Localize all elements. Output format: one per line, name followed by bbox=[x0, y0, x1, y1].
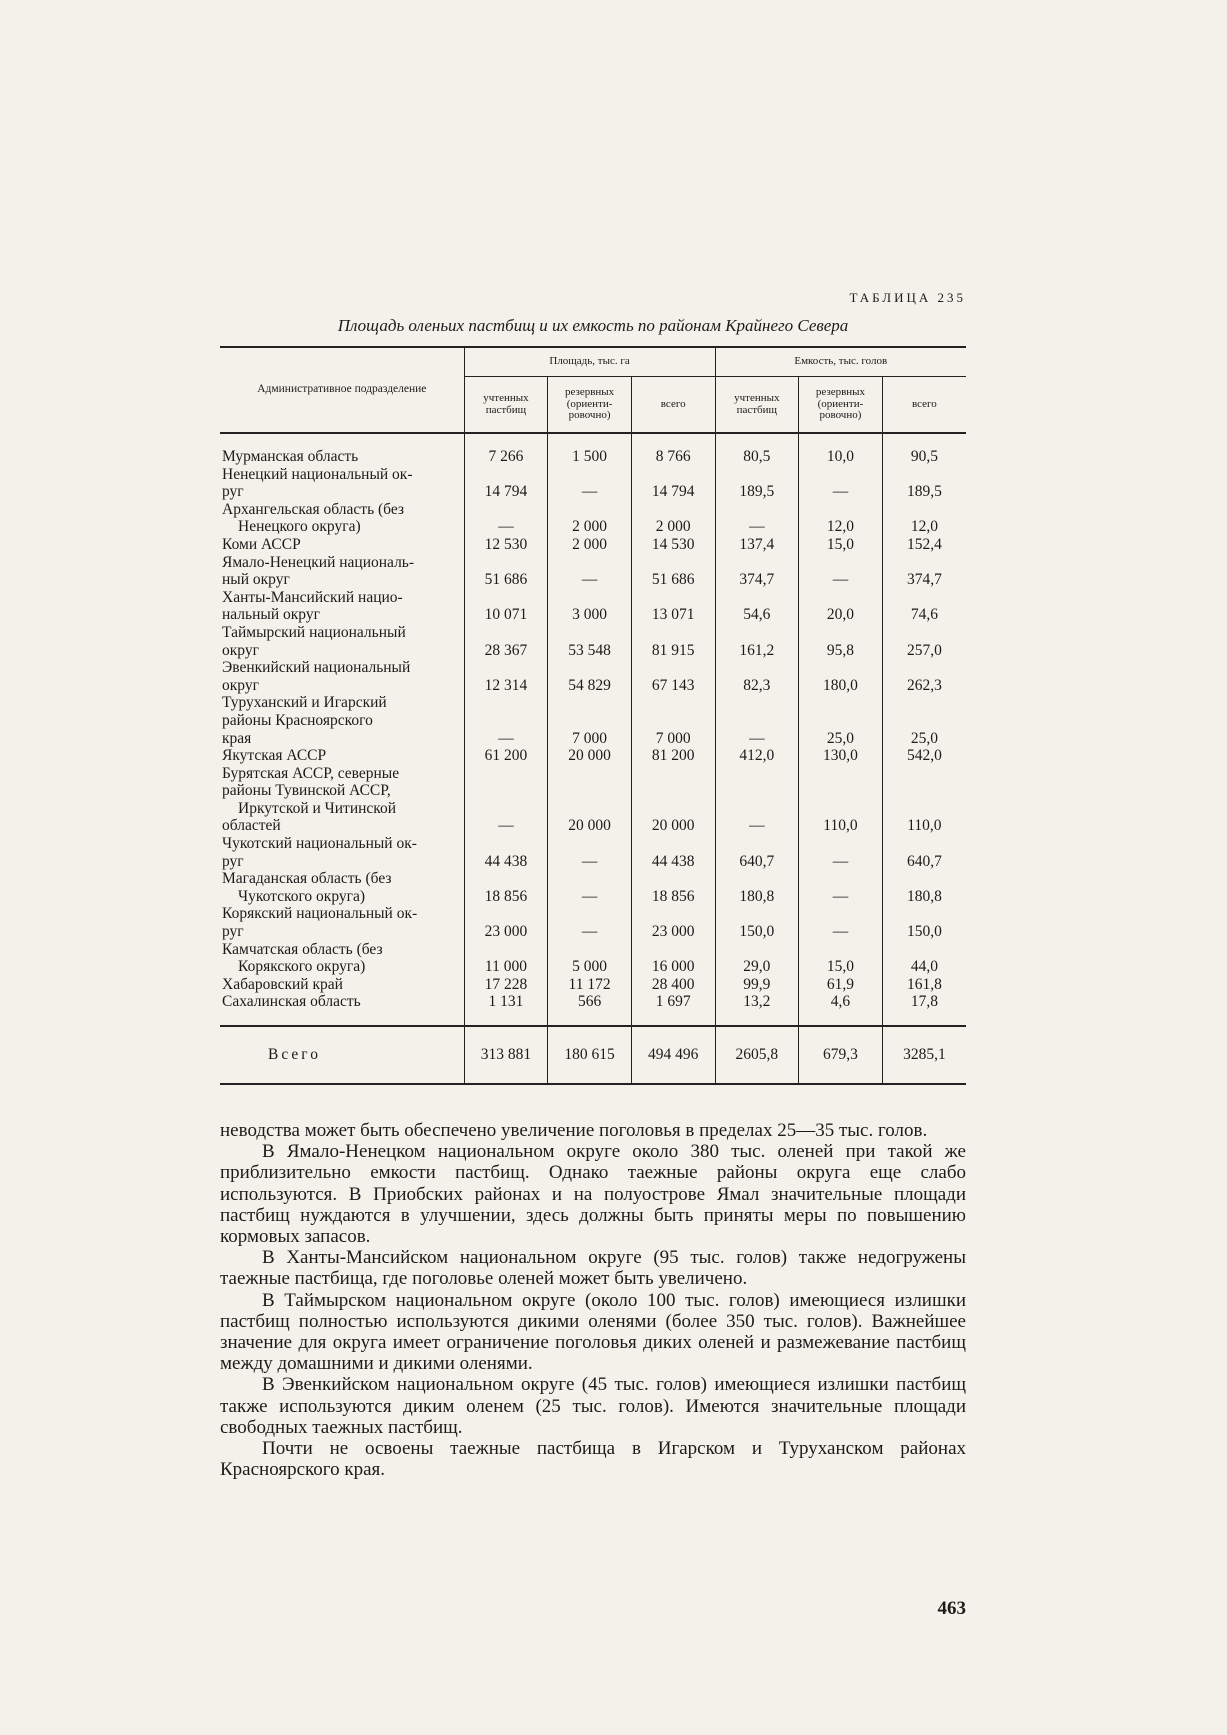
table-cell: 11 172 bbox=[548, 976, 632, 994]
table-cell: 90,5 bbox=[882, 433, 966, 466]
region-name-line: Эвенкийский национальный bbox=[222, 659, 411, 677]
region-name bbox=[220, 466, 464, 501]
table-row bbox=[220, 466, 966, 501]
table-cell: 3 000 bbox=[548, 589, 632, 624]
region-name-line: Хабаровский край bbox=[222, 975, 343, 993]
table-cell: 20 000 bbox=[631, 765, 715, 835]
region-name bbox=[220, 835, 464, 870]
table-label: ТАБЛИЦА 235 bbox=[849, 290, 966, 305]
header-group-area: Площадь, тыс. га bbox=[464, 347, 715, 377]
table-cell: — bbox=[548, 466, 632, 501]
region-name-line: Ямало-Ненецкий националь- bbox=[222, 553, 415, 571]
region-name-line: Магаданская область (без bbox=[222, 870, 392, 888]
table-row bbox=[220, 835, 966, 870]
body-text bbox=[220, 1120, 966, 1480]
table-cell: 13,2 bbox=[715, 993, 799, 1026]
paragraph: В Ханты-Мансийском национальном округе (95 тыс. голов) также недогружены таежные пастбища, где поголовье оленей может быть увеличено. bbox=[220, 1247, 966, 1290]
table-cell: 81 200 bbox=[631, 747, 715, 765]
header-unit: Административное подразделение bbox=[220, 347, 464, 433]
table-cell: 12,0 bbox=[882, 501, 966, 536]
table-cell: 54 829 bbox=[548, 659, 632, 694]
region-name-line: районы Красноярского bbox=[222, 711, 373, 729]
region-name-line: Мурманская область bbox=[222, 448, 359, 465]
table-cell: 1 500 bbox=[548, 433, 632, 466]
region-name bbox=[220, 536, 464, 554]
table-row bbox=[220, 694, 966, 747]
table-cell: 25,0 bbox=[882, 694, 966, 747]
region-name bbox=[220, 554, 464, 589]
table-cell: 44 438 bbox=[631, 835, 715, 870]
table-cell: — bbox=[548, 554, 632, 589]
region-name-line: Туруханский и Игарский bbox=[222, 694, 387, 712]
table-cell: 15,0 bbox=[799, 536, 883, 554]
table-cell: 51 686 bbox=[631, 554, 715, 589]
table-row bbox=[220, 659, 966, 694]
table-cell: 7 266 bbox=[464, 433, 548, 466]
region-name bbox=[220, 765, 464, 835]
table-cell: 17,8 bbox=[882, 993, 966, 1026]
region-name-line: Архангельская область (без bbox=[222, 500, 405, 518]
table-cell: 18 856 bbox=[631, 870, 715, 905]
region-name-line: округ bbox=[222, 641, 259, 659]
table-cell: — bbox=[799, 466, 883, 501]
region-name-line: Иркутской и Читинской bbox=[238, 799, 397, 817]
table-cell: 23 000 bbox=[631, 905, 715, 940]
table-cell: — bbox=[464, 765, 548, 835]
region-name-line: Якутская АССР bbox=[222, 747, 327, 765]
paragraph: В Ямало-Ненецком национальном округе около 380 тыс. оленей при такой же приблизительно емкости пастбищ. Однако таежные районы округа еще слабо используются. В Приобских районах и на полуострове Ямал значительные площади пастбищ нуждаются в улучшении, здесь должны быть приняты меры по повышению кормовых запасов. bbox=[220, 1141, 966, 1248]
table-cell: 4,6 bbox=[799, 993, 883, 1026]
region-name bbox=[220, 589, 464, 624]
table-cell: 150,0 bbox=[715, 905, 799, 940]
table-cell: 11 000 bbox=[464, 941, 548, 976]
region-name-line: Чукотского округа) bbox=[238, 887, 366, 905]
table-cell: 412,0 bbox=[715, 747, 799, 765]
table-cell: 12,0 bbox=[799, 501, 883, 536]
table-cell: 14 794 bbox=[631, 466, 715, 501]
table-cell: 20 000 bbox=[548, 765, 632, 835]
table-row bbox=[220, 433, 966, 466]
table-cell: 1 131 bbox=[464, 993, 548, 1026]
table-cell: 14 530 bbox=[631, 536, 715, 554]
table-cell: 99,9 bbox=[715, 976, 799, 994]
paragraph: В Эвенкийском национальном округе (45 тыс. голов) имеющиеся излишки пастбищ также используются диким оленем (25 тыс. голов). Имеются значительные площади свободных таежных пастбищ. bbox=[220, 1374, 966, 1438]
region-name-line: руг bbox=[222, 923, 244, 941]
table-cell: 152,4 bbox=[882, 536, 966, 554]
table-cell: 189,5 bbox=[715, 466, 799, 501]
table-cell: 53 548 bbox=[548, 624, 632, 659]
table-cell: 150,0 bbox=[882, 905, 966, 940]
region-name bbox=[220, 659, 464, 694]
table-cell: 20 000 bbox=[548, 747, 632, 765]
paragraph: неводства может быть обеспечено увеличение поголовья в пределах 25—35 тыс. голов. bbox=[220, 1120, 928, 1141]
table-cell: 15,0 bbox=[799, 941, 883, 976]
region-name-line: Ханты-Мансийский нацио- bbox=[222, 588, 403, 606]
table-cell: 2 000 bbox=[548, 536, 632, 554]
region-name bbox=[220, 976, 464, 994]
table-cell: 10,0 bbox=[799, 433, 883, 466]
table-row bbox=[220, 993, 966, 1026]
region-name bbox=[220, 993, 464, 1026]
table-cell: 95,8 bbox=[799, 624, 883, 659]
region-name-line: Ненецкого округа) bbox=[238, 518, 361, 536]
total-cell: 679,3 bbox=[799, 1026, 883, 1084]
table-cell: — bbox=[548, 835, 632, 870]
header-area-registered: учтенных пастбищ bbox=[464, 377, 548, 434]
region-name-line: областей bbox=[222, 817, 281, 835]
total-cell: 3285,1 bbox=[882, 1026, 966, 1084]
table-cell: 161,8 bbox=[882, 976, 966, 994]
header-area-reserve: резервных (ориенти-ровочно) bbox=[548, 377, 632, 434]
table-cell: 542,0 bbox=[882, 747, 966, 765]
table-cell: 54,6 bbox=[715, 589, 799, 624]
total-cell: 313 881 bbox=[464, 1026, 548, 1084]
region-name bbox=[220, 941, 464, 976]
table-cell: 2 000 bbox=[631, 501, 715, 536]
table-cell: 13 071 bbox=[631, 589, 715, 624]
table-row bbox=[220, 501, 966, 536]
table-cell: — bbox=[715, 765, 799, 835]
table-cell: 7 000 bbox=[631, 694, 715, 747]
region-name bbox=[220, 501, 464, 536]
table-cell: 7 000 bbox=[548, 694, 632, 747]
table-cell: 28 367 bbox=[464, 624, 548, 659]
table-cell: — bbox=[548, 870, 632, 905]
table-body bbox=[220, 433, 966, 1026]
table-cell: — bbox=[799, 870, 883, 905]
header-capacity-total: всего bbox=[882, 377, 966, 434]
table-cell: 74,6 bbox=[882, 589, 966, 624]
region-name-line: руг bbox=[222, 483, 244, 501]
region-name bbox=[220, 905, 464, 940]
table-cell: 374,7 bbox=[882, 554, 966, 589]
table-header bbox=[220, 347, 966, 433]
table-cell: 5 000 bbox=[548, 941, 632, 976]
table-container bbox=[220, 346, 966, 1085]
table-total bbox=[220, 1026, 966, 1084]
table-cell: — bbox=[715, 694, 799, 747]
table-cell: 12 314 bbox=[464, 659, 548, 694]
table-cell: 137,4 bbox=[715, 536, 799, 554]
table-cell: 110,0 bbox=[799, 765, 883, 835]
region-name-line: ный округ bbox=[222, 571, 290, 589]
table-cell: 80,5 bbox=[715, 433, 799, 466]
region-name-line: округ bbox=[222, 676, 259, 694]
region-name-line: Бурятская АССР, северные bbox=[222, 764, 400, 782]
table-cell: 10 071 bbox=[464, 589, 548, 624]
table-cell: 566 bbox=[548, 993, 632, 1026]
table-cell: 180,0 bbox=[799, 659, 883, 694]
region-name-line: Таймырский национальный bbox=[222, 623, 406, 641]
header-group-capacity: Емкость, тыс. голов bbox=[715, 347, 966, 377]
paragraph: В Таймырском национальном округе (около 100 тыс. голов) имеющиеся излишки пастбищ полностью используются дикими оленями (более 350 тыс. голов). Важнейшее значение для округа имеет ограничение поголовья диких оленей и размежевание пастбищ между домашними и дикими оленями. bbox=[220, 1289, 966, 1375]
region-name bbox=[220, 694, 464, 747]
table-row bbox=[220, 589, 966, 624]
total-label: Всего bbox=[268, 1046, 322, 1064]
pasture-table bbox=[220, 346, 966, 1085]
table-cell: 8 766 bbox=[631, 433, 715, 466]
table-cell: 1 697 bbox=[631, 993, 715, 1026]
region-name bbox=[220, 433, 464, 466]
table-row bbox=[220, 976, 966, 994]
region-name-line: Камчатская область (без bbox=[222, 940, 383, 958]
region-name bbox=[220, 624, 464, 659]
header-area-total: всего bbox=[631, 377, 715, 434]
table-cell: — bbox=[799, 554, 883, 589]
table-row bbox=[220, 905, 966, 940]
table-cell: 257,0 bbox=[882, 624, 966, 659]
region-name-line: Корякский национальный ок- bbox=[222, 905, 418, 923]
table-row bbox=[220, 624, 966, 659]
table-cell: 18 856 bbox=[464, 870, 548, 905]
table-cell: 17 228 bbox=[464, 976, 548, 994]
table-caption: Площадь оленьих пастбищ и их емкость по районам Крайнего Севера bbox=[337, 316, 849, 335]
region-name-line: Чукотский национальный ок- bbox=[222, 835, 417, 853]
total-cell: 2605,8 bbox=[715, 1026, 799, 1084]
table-cell: 81 915 bbox=[631, 624, 715, 659]
region-name-line: нальный округ bbox=[222, 606, 320, 624]
table-cell: — bbox=[464, 694, 548, 747]
header-capacity-reserve: резервных (ориенти-ровочно) bbox=[799, 377, 883, 434]
table-cell: 20,0 bbox=[799, 589, 883, 624]
table-cell: 29,0 bbox=[715, 941, 799, 976]
table-cell: 189,5 bbox=[882, 466, 966, 501]
table-cell: — bbox=[548, 905, 632, 940]
table-row bbox=[220, 870, 966, 905]
table-cell: 44,0 bbox=[882, 941, 966, 976]
region-name-line: Ненецкий национальный ок- bbox=[222, 465, 413, 483]
table-cell: 82,3 bbox=[715, 659, 799, 694]
table-cell: 12 530 bbox=[464, 536, 548, 554]
table-cell: — bbox=[715, 501, 799, 536]
region-name-line: Корякского округа) bbox=[238, 958, 366, 976]
table-cell: 640,7 bbox=[882, 835, 966, 870]
table-cell: 180,8 bbox=[715, 870, 799, 905]
total-cell: 180 615 bbox=[548, 1026, 632, 1084]
table-cell: 374,7 bbox=[715, 554, 799, 589]
region-name-line: Сахалинская область bbox=[222, 993, 361, 1011]
region-name bbox=[220, 870, 464, 905]
table-cell: 25,0 bbox=[799, 694, 883, 747]
header-capacity-registered: учтенных пастбищ bbox=[715, 377, 799, 434]
table-cell: 67 143 bbox=[631, 659, 715, 694]
region-name-line: края bbox=[222, 729, 252, 747]
page-number: 463 bbox=[937, 1598, 966, 1619]
table-cell: 23 000 bbox=[464, 905, 548, 940]
table-cell: 44 438 bbox=[464, 835, 548, 870]
region-name-line: районы Тувинской АССР, bbox=[222, 782, 391, 800]
table-cell: 161,2 bbox=[715, 624, 799, 659]
table-cell: 180,8 bbox=[882, 870, 966, 905]
table-cell: 130,0 bbox=[799, 747, 883, 765]
table-cell: 640,7 bbox=[715, 835, 799, 870]
table-cell: 51 686 bbox=[464, 554, 548, 589]
table-cell: — bbox=[464, 501, 548, 536]
table-row bbox=[220, 765, 966, 835]
table-cell: 14 794 bbox=[464, 466, 548, 501]
total-row bbox=[220, 1026, 966, 1084]
table-cell: 262,3 bbox=[882, 659, 966, 694]
table-cell: — bbox=[799, 905, 883, 940]
region-name-line: руг bbox=[222, 852, 244, 870]
table-row bbox=[220, 747, 966, 765]
table-cell: 16 000 bbox=[631, 941, 715, 976]
table-cell: — bbox=[799, 835, 883, 870]
table-cell: 61 200 bbox=[464, 747, 548, 765]
table-row bbox=[220, 554, 966, 589]
total-cell: 494 496 bbox=[631, 1026, 715, 1084]
paragraph: Почти не освоены таежные пастбища в Игарском и Туруханском районах Красноярского края. bbox=[220, 1438, 966, 1481]
table-row bbox=[220, 941, 966, 976]
table-cell: 2 000 bbox=[548, 501, 632, 536]
table-row bbox=[220, 536, 966, 554]
table-cell: 110,0 bbox=[882, 765, 966, 835]
table-cell: 61,9 bbox=[799, 976, 883, 994]
region-name bbox=[220, 747, 464, 765]
table-cell: 28 400 bbox=[631, 976, 715, 994]
region-name-line: Коми АССР bbox=[222, 535, 301, 553]
